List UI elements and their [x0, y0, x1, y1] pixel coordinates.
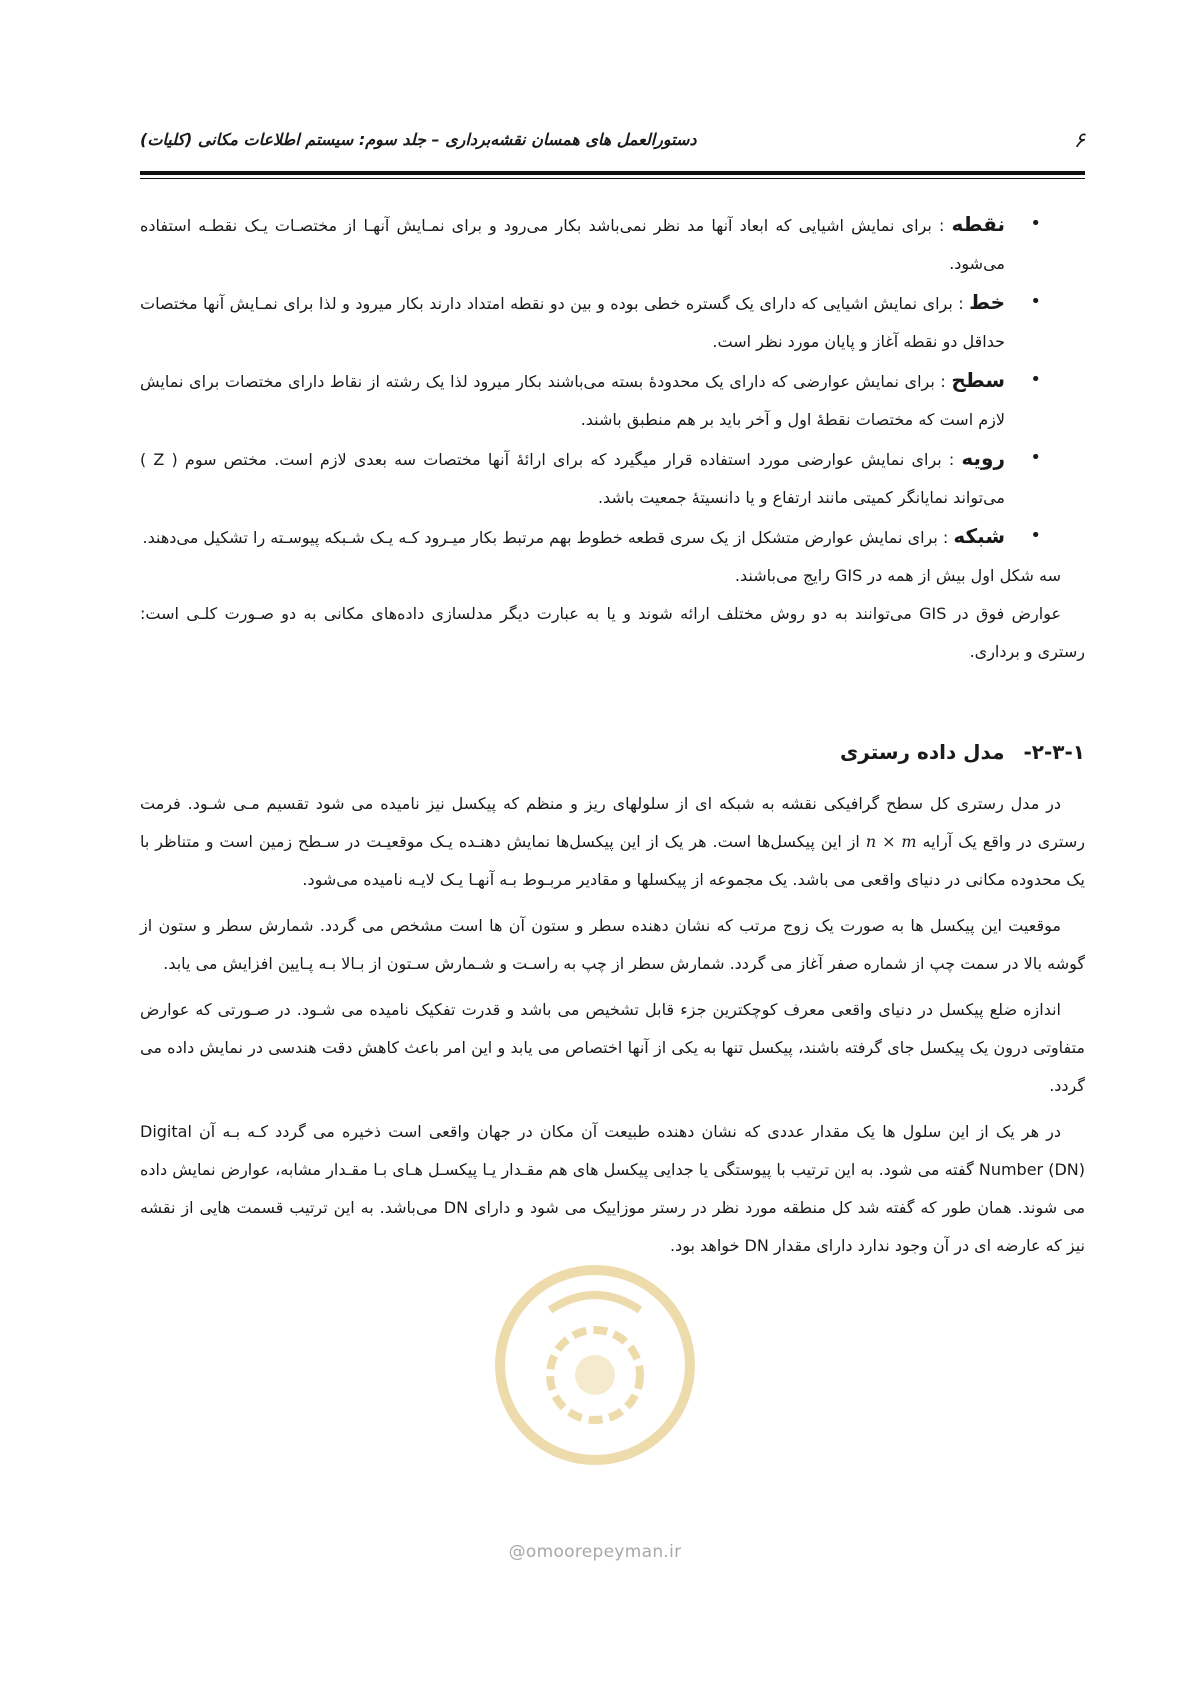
header-rule: [140, 171, 1085, 175]
bullet-term: رویه: [961, 446, 1006, 470]
gear-hub-icon: [575, 1355, 615, 1395]
bullet-term: سطح: [951, 368, 1005, 392]
page-header: [140, 128, 1085, 158]
spacer: [140, 671, 1085, 733]
array-dimension-formula: n × m: [865, 832, 917, 851]
spacer: [140, 983, 1085, 991]
section-number: ۲-۳-۱-: [1023, 740, 1085, 764]
bullet-list: [140, 205, 1085, 557]
spacer: [140, 899, 1085, 907]
bullet-text: : برای نمایش عوارضی مورد استفاده قرار میگیرد که برای ارائۀ آنها مختصات سه بعدی لازم است. مختص سوم ( Z ) می‌تواند نمایانگر کمیتی مانند ارتفاع و یا دانسیتۀ جمعیت باشد.: [140, 450, 1005, 507]
bullet-text: : برای نمایش اشیایی که ابعاد آنها مد نظر نمی‌باشد بکار می‌رود و برای نمـایش آنهـا از مختصـات یـک نقطـه استفاده می‌شود.: [140, 216, 1005, 273]
watermark-site-text: @omoorepeyman.ir: [508, 1542, 682, 1562]
watermark-ring: [500, 1270, 690, 1460]
site-url: omoorepeyman.ir: [525, 1542, 682, 1562]
running-title: دستورالعمل های همسان نقشه‌برداری – جلد سوم: سیستم اطلاعات مکانی (کلیات): [140, 130, 697, 149]
bullet-term: نقطه: [951, 212, 1005, 236]
list-item: [140, 283, 1085, 361]
bullet-term: خط: [969, 290, 1005, 314]
paragraph: سه شکل اول بیش از همه در GIS رایج می‌باشند.: [734, 566, 1061, 585]
watermark-logo: [480, 1250, 710, 1480]
page-body: [140, 205, 1085, 1265]
list-item: [140, 439, 1085, 517]
list-item: [140, 361, 1085, 439]
paragraph-text: از این پیکسل‌ها است. هر یک از این پیکسل‌ها نمایش دهنـده یـک موقعیـت در سـطح زمین است و متناظر با یک محدوده مکانی در دنیای واقعی می باشد. یک مجموعه از پیکسلها و مقادیر مربـوط بـه آنهـا یـک لایـه نامیده می‌شود.: [140, 832, 1085, 889]
list-item: [140, 205, 1085, 283]
gear-icon: [550, 1330, 640, 1420]
paragraph-text: در مدل رستری کل سطح گرافیکی نقشه به شبکه ای از سلولهای ریز و منظم که پیکسل نیز نامیده می شود تقسیم مـی شـود. فرمت رستری در واقع یک آرایه: [140, 794, 1086, 851]
paragraph: [140, 785, 1085, 899]
page-number: ۶: [1073, 128, 1085, 152]
watermark-arc: [550, 1295, 640, 1310]
paragraph: در هر یک از این سلول ها یک مقدار عددی که نشان دهنده طبیعت آن مکان در جهان واقعی است ذخیره می گردد کـه بـه آن Digital Number (DN) گفته می شود. به این ترتیب با پیوستگی یا جدایی پیکسل های هم مقـدار یـا پیکسـل هـای بـا مقـدار مشابه، عوارض نمایش داده می شوند. همان طور که گفته شد کل منطقه مورد نظر در رستر موزاییک می شود و دارای DN می‌باشد. به این ترتیب قسمت هایی از نقشه نیز که عارضه ای در آن وجود ندارد دارای مقدار DN خواهد بود.: [140, 1122, 1086, 1255]
section-heading: [140, 733, 1085, 771]
spacer: [140, 1105, 1085, 1113]
list-item: [140, 517, 1085, 557]
bullet-term: شبکه: [953, 524, 1005, 548]
paragraph: اندازه ضلع پیکسل در دنیای واقعی معرف کوچکترین جزء قابل تشخیص می باشد و قدرت تفکیک نامیده می شـود. در صـورتی که عوارض متفاوتی درون یک پیکسل جای گرفته باشند، پیکسل تنها به یکی از آنها اختصاص می یابد و این امر باعث کاهش دقت هندسی در نمایش داده می گردد.: [140, 1000, 1085, 1095]
bullet-text: : برای نمایش اشیایی که دارای یک گستره خطی بوده و بین دو نقطه امتداد دارند بکار میرود و لذا برای نمـایش آنها مختصات حداقل دو نقطه آغاز و پایان مورد نظر است.: [140, 294, 1005, 351]
section-title: مدل داده رستری: [839, 740, 1005, 764]
bullet-text: : برای نمایش عوارض متشکل از یک سری قطعه خطوط بهم مرتبط بکار میـرود کـه یـک شـبکه پیوسـته را تشکیل می‌دهند.: [142, 528, 954, 547]
paragraph: موقعیت این پیکسل ها به صورت یک زوج مرتب که نشان دهنده سطر و ستون آن ها است مشخص می گردد. شمارش سطر و ستون از گوشه بالا در سمت چپ از شماره صفر آغاز می گردد. شمارش سطر از چپ به راسـت و شـمارش سـتون از بـالا بـه پـایین افزایش می یابد.: [140, 916, 1085, 973]
paragraph: عوارض فوق در GIS می‌توانند به دو روش مختلف ارائه شوند و یا به عبارت دیگر مدلسازی داده‌های مکانی به دو صـورت کلـی است: رستری و برداری.: [140, 604, 1085, 661]
bullet-text: : برای نمایش عوارضی که دارای یک محدودۀ بسته می‌باشند بکار میرود لذا یک رشته از نقاط دارای مختصات برای نمایش لازم است که مختصات نقطۀ اول و آخر باید بر هم منطبق باشند.: [140, 372, 1005, 429]
